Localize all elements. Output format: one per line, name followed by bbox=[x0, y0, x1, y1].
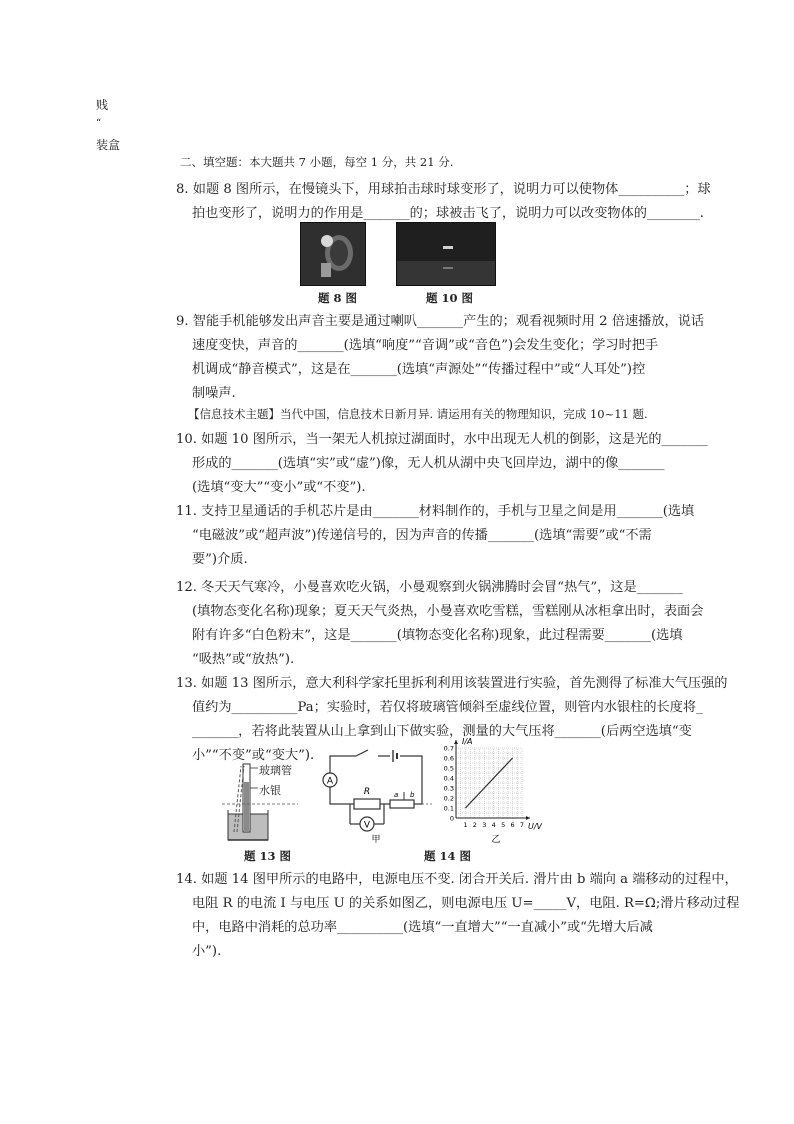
y-tick-label: 0.1 bbox=[443, 804, 454, 813]
q8-line1: 8. 如题 8 图所示，在慢镜头下，用球拍击球时球变形了，说明力可以使物体__________；球 bbox=[176, 182, 711, 197]
graph-y-label: I/A bbox=[462, 737, 473, 746]
fig10-photo bbox=[396, 222, 496, 286]
resistor-label: R bbox=[363, 787, 371, 797]
q9-line3: 机调成“静音模式”，这是在_______(选填“声源处”“传播过程中”或“人耳处”)控 bbox=[192, 362, 646, 377]
section-header: 二、填空题：本大题共 7 小题，每空 1 分，共 21 分. bbox=[180, 155, 454, 169]
graph-x-label: U/V bbox=[528, 822, 542, 831]
y-tick-label: 0 bbox=[449, 814, 454, 823]
q14-line3: 中，电路中消耗的总功率__________(选填“一直增大”“一直减小”或“先增大后减 bbox=[192, 920, 653, 935]
fig10-caption: 题 10 图 bbox=[426, 291, 474, 305]
y-tick-label: 0.7 bbox=[443, 744, 454, 753]
graph-label-yi: 乙 bbox=[491, 835, 501, 845]
margin-note-2: “ bbox=[96, 118, 102, 129]
q12-line3: 附有许多“白色粉末”，这是_______(填物态变化名称)现象，此过程需要_______(选填 bbox=[192, 628, 683, 643]
circuit-label-jia: 甲 bbox=[371, 835, 381, 844]
ammeter-label: A bbox=[326, 776, 334, 787]
graph-y-ticks bbox=[444, 745, 454, 823]
fig8-photo bbox=[300, 222, 366, 286]
q9-line2: 速度变快，声音的_______(选填“响度”“音调”或“音色”)会发生变化；学习时把手 bbox=[192, 338, 659, 353]
voltmeter-label: V bbox=[363, 820, 371, 831]
q10-line2: 形成的_______(选填“实”或“虚”)像，无人机从湖中央飞回岸边，湖中的像_______ bbox=[192, 456, 665, 471]
q13-line3: _______，若将此装置从山上拿到山下做实验，测量的大气压将_______(后两空选填“变 bbox=[192, 724, 692, 739]
q10-line1: 10. 如题 10 图所示，当一架无人机掠过湖面时，水中出现无人机的倒影，这是光的_______ bbox=[176, 432, 708, 447]
x-tick-label: 1 bbox=[463, 821, 468, 829]
q9-line1: 9. 智能手机能够发出声音主要是通过喇叭_______产生的；观看视频时用 2 倍速播放，说话 bbox=[176, 314, 705, 329]
fig14-circuit-diagram bbox=[320, 748, 432, 844]
q8-line2: 拍也变形了，说明力的作用是_______的；球被击飞了，说明力可以改变物体的________. bbox=[192, 206, 704, 221]
x-tick-label: 6 bbox=[510, 821, 515, 829]
fig13-caption: 题 13 图 bbox=[244, 849, 292, 863]
y-tick-label: 0.3 bbox=[443, 784, 454, 793]
graph-x-ticks bbox=[463, 821, 524, 829]
terminal-b: b bbox=[410, 791, 415, 799]
y-tick-label: 0.6 bbox=[443, 754, 454, 763]
fig10-drone-image bbox=[397, 223, 495, 285]
x-axis-arrow-icon bbox=[526, 816, 530, 820]
q11-line1: 11. 支持卫星通话的手机芯片是由_______材料制作的，手机与卫星之间是用_______(选填 bbox=[176, 504, 695, 519]
x-tick-label: 3 bbox=[482, 821, 487, 829]
fig8-racket-image bbox=[301, 223, 365, 285]
fig14-iu-graph bbox=[436, 736, 542, 852]
y-axis-arrow-icon bbox=[454, 740, 458, 744]
q12-line1: 12. 冬天天气寒冷，小曼喜欢吃火锅，小曼观察到火锅沸腾时会冒“热气”，这是_______ bbox=[176, 580, 683, 595]
x-tick-label: 2 bbox=[472, 821, 477, 829]
y-tick-label: 0.5 bbox=[443, 764, 454, 773]
info-theme-note: 【信息技术主题】当代中国，信息技术日新月异. 请运用有关的物理知识，完成 10~11 题. bbox=[188, 407, 648, 421]
q9-line4: 制噪声. bbox=[192, 386, 236, 401]
margin-note-1: 贱 bbox=[96, 98, 109, 112]
q14-line1: 14. 如题 14 图甲所示的电路中，电源电压不变. 闭合开关后. 滑片由 b 端向 a 端移动的过程中， bbox=[176, 872, 738, 887]
fig13-label-glass-tube: 玻璃管 bbox=[259, 764, 292, 777]
q13-line4: 小”“不变”或“变大”). bbox=[192, 748, 315, 763]
q14-line2: 电阻 R 的电流 I 与电压 U 的关系如图乙，则电源电压 U=_____V，电阻. R=Ω;滑片移动过程 bbox=[192, 896, 740, 911]
q11-line3: 要”)介质. bbox=[192, 552, 248, 567]
y-tick-label: 0.4 bbox=[443, 774, 454, 783]
q11-line2: “电磁波”或“超声波”)传递信号的，因为声音的传播_______(选填“需要”或“不需 bbox=[192, 528, 652, 543]
q13-line2: 值约为__________Pa；实验时，若仅将玻璃管倾斜至虚线位置，则管内水银柱的长度将_ bbox=[192, 700, 703, 715]
q13-line1: 13. 如题 13 图所示，意大利科学家托里拆利利用该装置进行实验，首先测得了标准大气压强的 bbox=[176, 676, 728, 691]
x-tick-label: 5 bbox=[501, 821, 506, 829]
resistor-R bbox=[354, 799, 380, 809]
q10-line3: (选填“变大”“变小”或“不变”). bbox=[192, 480, 366, 495]
x-tick-label: 7 bbox=[519, 821, 525, 829]
y-tick-label: 0.2 bbox=[443, 794, 454, 803]
fig8-caption: 题 8 图 bbox=[318, 291, 358, 305]
q14-line4: 小”). bbox=[192, 944, 222, 959]
fig14-caption: 题 14 图 bbox=[424, 849, 472, 863]
fig13-label-mercury: 水银 bbox=[259, 784, 281, 797]
rheostat bbox=[390, 800, 414, 808]
q12-line4: “吸热”或“放热”). bbox=[192, 652, 295, 667]
terminal-a: a bbox=[394, 791, 399, 799]
margin-note-3: 装盒 bbox=[96, 138, 121, 152]
q12-line2: (填物态变化名称)现象；夏天天气炎热，小曼喜欢吃雪糕，雪糕刚从冰柜拿出时，表面会 bbox=[192, 604, 704, 619]
x-tick-label: 4 bbox=[491, 821, 496, 829]
